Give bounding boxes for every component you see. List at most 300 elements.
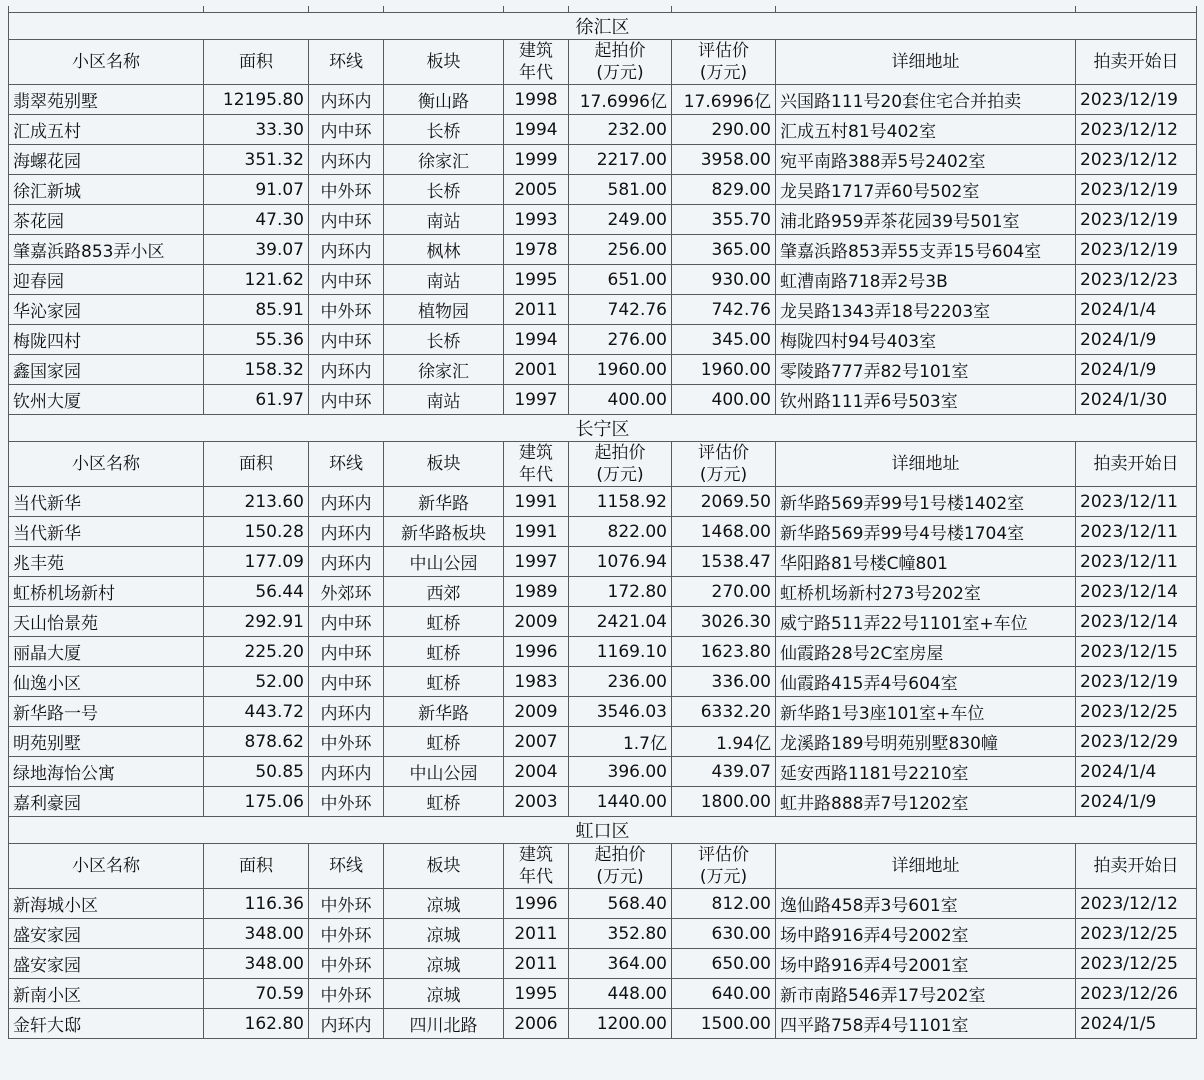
table-header-row xyxy=(9,442,1197,487)
start-price: 448.00 xyxy=(569,979,672,1009)
community-name: 翡翠苑别墅 xyxy=(9,85,204,115)
sector: 中山公园 xyxy=(384,547,504,577)
ring-road: 内中环 xyxy=(309,637,384,667)
ring-road: 内中环 xyxy=(309,325,384,355)
table-row xyxy=(9,697,1197,727)
build-year: 2003 xyxy=(504,787,569,817)
area: 443.72 xyxy=(204,697,309,727)
district-title: 长宁区 xyxy=(9,415,1197,442)
area: 85.91 xyxy=(204,295,309,325)
build-year: 1995 xyxy=(504,265,569,295)
community-name: 茶花园 xyxy=(9,205,204,235)
start-price: 3546.03 xyxy=(569,697,672,727)
auction-date: 2023/12/12 xyxy=(1076,145,1197,175)
auction-date: 2023/12/14 xyxy=(1076,577,1197,607)
community-name: 梅陇四村 xyxy=(9,325,204,355)
start-price: 249.00 xyxy=(569,205,672,235)
ring-road: 内环内 xyxy=(309,757,384,787)
ring-road: 中外环 xyxy=(309,175,384,205)
build-year: 1994 xyxy=(504,325,569,355)
sector: 植物园 xyxy=(384,295,504,325)
header-name: 小区名称 xyxy=(9,40,204,85)
table-row xyxy=(9,517,1197,547)
start-price: 1.7亿 xyxy=(569,727,672,757)
address: 虹桥机场新村273号202室 xyxy=(776,577,1076,607)
appraisal-price: 829.00 xyxy=(672,175,776,205)
header-area: 面积 xyxy=(204,844,309,889)
address: 新华路569弄99号4号楼1704室 xyxy=(776,517,1076,547)
appraisal-price: 930.00 xyxy=(672,265,776,295)
community-name: 当代新华 xyxy=(9,517,204,547)
build-year: 1996 xyxy=(504,889,569,919)
address: 华阳路81号楼C幢801 xyxy=(776,547,1076,577)
header-block: 板块 xyxy=(384,844,504,889)
area: 162.80 xyxy=(204,1009,309,1039)
table-body xyxy=(9,6,1197,1039)
table-header-row xyxy=(9,844,1197,889)
header-auction-date: 拍卖开始日 xyxy=(1076,442,1197,487)
area: 175.06 xyxy=(204,787,309,817)
auction-date: 2023/12/25 xyxy=(1076,949,1197,979)
sector: 长桥 xyxy=(384,325,504,355)
community-name: 徐汇新城 xyxy=(9,175,204,205)
appraisal-price: 640.00 xyxy=(672,979,776,1009)
start-price: 1169.10 xyxy=(569,637,672,667)
build-year: 1994 xyxy=(504,115,569,145)
auction-date: 2023/12/11 xyxy=(1076,547,1197,577)
appraisal-price: 1468.00 xyxy=(672,517,776,547)
community-name: 新海城小区 xyxy=(9,889,204,919)
auction-table xyxy=(8,6,1197,1039)
ring-road: 内中环 xyxy=(309,607,384,637)
address: 新华路1号3座101室+车位 xyxy=(776,697,1076,727)
appraisal-price: 1800.00 xyxy=(672,787,776,817)
ring-road: 中外环 xyxy=(309,949,384,979)
address: 宛平南路388弄5号2402室 xyxy=(776,145,1076,175)
build-year: 1983 xyxy=(504,667,569,697)
address: 新华路569弄99号1号楼1402室 xyxy=(776,487,1076,517)
community-name: 盛安家园 xyxy=(9,949,204,979)
area: 292.91 xyxy=(204,607,309,637)
ring-road: 外郊环 xyxy=(309,577,384,607)
start-price: 1158.92 xyxy=(569,487,672,517)
table-row xyxy=(9,577,1197,607)
start-price: 352.80 xyxy=(569,919,672,949)
auction-date: 2023/12/12 xyxy=(1076,115,1197,145)
community-name: 鑫国家园 xyxy=(9,355,204,385)
header-year: 建筑 年代 xyxy=(504,40,569,85)
sector: 衡山路 xyxy=(384,85,504,115)
sector: 四川北路 xyxy=(384,1009,504,1039)
appraisal-price: 1960.00 xyxy=(672,355,776,385)
start-price: 396.00 xyxy=(569,757,672,787)
address: 四平路758弄4号1101室 xyxy=(776,1009,1076,1039)
ring-road: 内环内 xyxy=(309,235,384,265)
table-row xyxy=(9,487,1197,517)
ring-road: 内环内 xyxy=(309,487,384,517)
header-area: 面积 xyxy=(204,442,309,487)
auction-date: 2024/1/5 xyxy=(1076,1009,1197,1039)
build-year: 2005 xyxy=(504,175,569,205)
sector: 徐家汇 xyxy=(384,355,504,385)
ring-road: 内环内 xyxy=(309,85,384,115)
table-header-row xyxy=(9,40,1197,85)
auction-date: 2023/12/19 xyxy=(1076,175,1197,205)
ring-road: 内环内 xyxy=(309,517,384,547)
table-row xyxy=(9,949,1197,979)
section-title-row xyxy=(9,817,1197,844)
appraisal-price: 742.76 xyxy=(672,295,776,325)
sector: 新华路 xyxy=(384,697,504,727)
ring-road: 中外环 xyxy=(309,295,384,325)
header-auction-date: 拍卖开始日 xyxy=(1076,844,1197,889)
start-price: 276.00 xyxy=(569,325,672,355)
address: 逸仙路458弄3号601室 xyxy=(776,889,1076,919)
table-row xyxy=(9,637,1197,667)
auction-date: 2023/12/19 xyxy=(1076,205,1197,235)
table-row xyxy=(9,919,1197,949)
start-price: 1076.94 xyxy=(569,547,672,577)
build-year: 1978 xyxy=(504,235,569,265)
sector: 南站 xyxy=(384,385,504,415)
community-name: 新南小区 xyxy=(9,979,204,1009)
sector: 虹桥 xyxy=(384,637,504,667)
auction-date: 2024/1/9 xyxy=(1076,787,1197,817)
sector: 虹桥 xyxy=(384,607,504,637)
table-row xyxy=(9,1009,1197,1039)
auction-date: 2023/12/26 xyxy=(1076,979,1197,1009)
community-name: 迎春园 xyxy=(9,265,204,295)
appraisal-price: 355.70 xyxy=(672,205,776,235)
header-start-price: 起拍价 (万元) xyxy=(569,442,672,487)
community-name: 兆丰苑 xyxy=(9,547,204,577)
auction-date: 2024/1/30 xyxy=(1076,385,1197,415)
appraisal-price: 812.00 xyxy=(672,889,776,919)
appraisal-price: 270.00 xyxy=(672,577,776,607)
start-price: 256.00 xyxy=(569,235,672,265)
area: 348.00 xyxy=(204,949,309,979)
auction-date: 2023/12/19 xyxy=(1076,85,1197,115)
table-row xyxy=(9,727,1197,757)
auction-date: 2024/1/9 xyxy=(1076,325,1197,355)
community-name: 绿地海怡公寓 xyxy=(9,757,204,787)
build-year: 2011 xyxy=(504,949,569,979)
auction-date: 2023/12/12 xyxy=(1076,889,1197,919)
build-year: 2009 xyxy=(504,607,569,637)
sector: 凉城 xyxy=(384,889,504,919)
build-year: 1993 xyxy=(504,205,569,235)
appraisal-price: 290.00 xyxy=(672,115,776,145)
appraisal-price: 650.00 xyxy=(672,949,776,979)
area: 91.07 xyxy=(204,175,309,205)
sector: 中山公园 xyxy=(384,757,504,787)
start-price: 1440.00 xyxy=(569,787,672,817)
ring-road: 内中环 xyxy=(309,115,384,145)
appraisal-price: 365.00 xyxy=(672,235,776,265)
address: 浦北路959弄茶花园39号501室 xyxy=(776,205,1076,235)
appraisal-price: 345.00 xyxy=(672,325,776,355)
header-ring: 环线 xyxy=(309,442,384,487)
ring-road: 内环内 xyxy=(309,547,384,577)
area: 39.07 xyxy=(204,235,309,265)
address: 威宁路511弄22号1101室+车位 xyxy=(776,607,1076,637)
area: 47.30 xyxy=(204,205,309,235)
sector: 虹桥 xyxy=(384,667,504,697)
header-appraisal: 评估价 (万元) xyxy=(672,40,776,85)
ring-road: 中外环 xyxy=(309,787,384,817)
appraisal-price: 2069.50 xyxy=(672,487,776,517)
area: 878.62 xyxy=(204,727,309,757)
ring-road: 内中环 xyxy=(309,385,384,415)
table-row xyxy=(9,145,1197,175)
header-start-price: 起拍价 (万元) xyxy=(569,844,672,889)
auction-date: 2024/1/4 xyxy=(1076,295,1197,325)
ring-road: 中外环 xyxy=(309,727,384,757)
header-address: 详细地址 xyxy=(776,844,1076,889)
appraisal-price: 439.07 xyxy=(672,757,776,787)
sector: 凉城 xyxy=(384,979,504,1009)
community-name: 华沁家园 xyxy=(9,295,204,325)
ring-road: 中外环 xyxy=(309,979,384,1009)
address: 新市南路546弄17号202室 xyxy=(776,979,1076,1009)
sector: 长桥 xyxy=(384,175,504,205)
ring-road: 中外环 xyxy=(309,919,384,949)
header-address: 详细地址 xyxy=(776,442,1076,487)
start-price: 172.80 xyxy=(569,577,672,607)
area: 158.32 xyxy=(204,355,309,385)
build-year: 1991 xyxy=(504,487,569,517)
start-price: 2217.00 xyxy=(569,145,672,175)
area: 70.59 xyxy=(204,979,309,1009)
auction-date: 2023/12/23 xyxy=(1076,265,1197,295)
appraisal-price: 400.00 xyxy=(672,385,776,415)
community-name: 海螺花园 xyxy=(9,145,204,175)
start-price: 1200.00 xyxy=(569,1009,672,1039)
area: 150.28 xyxy=(204,517,309,547)
community-name: 明苑别墅 xyxy=(9,727,204,757)
build-year: 2009 xyxy=(504,697,569,727)
auction-date: 2023/12/15 xyxy=(1076,637,1197,667)
sector: 南站 xyxy=(384,265,504,295)
address: 虹井路888弄7号1202室 xyxy=(776,787,1076,817)
area: 351.32 xyxy=(204,145,309,175)
sector: 徐家汇 xyxy=(384,145,504,175)
start-price: 742.76 xyxy=(569,295,672,325)
community-name: 仙逸小区 xyxy=(9,667,204,697)
start-price: 2421.04 xyxy=(569,607,672,637)
area: 12195.80 xyxy=(204,85,309,115)
table-row xyxy=(9,265,1197,295)
community-name: 肇嘉浜路853弄小区 xyxy=(9,235,204,265)
table-row xyxy=(9,757,1197,787)
address: 仙霞路415弄4号604室 xyxy=(776,667,1076,697)
sector: 新华路板块 xyxy=(384,517,504,547)
build-year: 2001 xyxy=(504,355,569,385)
start-price: 236.00 xyxy=(569,667,672,697)
community-name: 汇成五村 xyxy=(9,115,204,145)
table-row xyxy=(9,979,1197,1009)
community-name: 嘉利豪园 xyxy=(9,787,204,817)
build-year: 1998 xyxy=(504,85,569,115)
area: 348.00 xyxy=(204,919,309,949)
auction-date: 2023/12/25 xyxy=(1076,919,1197,949)
address: 零陵路777弄82号101室 xyxy=(776,355,1076,385)
district-title: 徐汇区 xyxy=(9,13,1197,40)
address: 兴国路111号20套住宅合并拍卖 xyxy=(776,85,1076,115)
build-year: 1997 xyxy=(504,385,569,415)
start-price: 232.00 xyxy=(569,115,672,145)
section-title-row xyxy=(9,13,1197,40)
ring-road: 内中环 xyxy=(309,667,384,697)
area: 50.85 xyxy=(204,757,309,787)
start-price: 400.00 xyxy=(569,385,672,415)
header-block: 板块 xyxy=(384,40,504,85)
address: 钦州路111弄6号503室 xyxy=(776,385,1076,415)
appraisal-price: 17.6996亿 xyxy=(672,85,776,115)
table-row xyxy=(9,115,1197,145)
header-appraisal: 评估价 (万元) xyxy=(672,442,776,487)
address: 龙溪路189号明苑别墅830幢 xyxy=(776,727,1076,757)
area: 116.36 xyxy=(204,889,309,919)
address: 延安西路1181号2210室 xyxy=(776,757,1076,787)
address: 梅陇四村94号403室 xyxy=(776,325,1076,355)
address: 场中路916弄4号2002室 xyxy=(776,919,1076,949)
auction-date: 2024/1/4 xyxy=(1076,757,1197,787)
start-price: 581.00 xyxy=(569,175,672,205)
appraisal-price: 1538.47 xyxy=(672,547,776,577)
auction-date: 2024/1/9 xyxy=(1076,355,1197,385)
header-area: 面积 xyxy=(204,40,309,85)
build-year: 2006 xyxy=(504,1009,569,1039)
build-year: 2004 xyxy=(504,757,569,787)
table-row xyxy=(9,295,1197,325)
auction-date: 2023/12/19 xyxy=(1076,667,1197,697)
address: 仙霞路28号2C室房屋 xyxy=(776,637,1076,667)
auction-date: 2023/12/19 xyxy=(1076,235,1197,265)
area: 177.09 xyxy=(204,547,309,577)
table-row xyxy=(9,235,1197,265)
header-name: 小区名称 xyxy=(9,844,204,889)
build-year: 2007 xyxy=(504,727,569,757)
community-name: 盛安家园 xyxy=(9,919,204,949)
header-auction-date: 拍卖开始日 xyxy=(1076,40,1197,85)
sector: 西郊 xyxy=(384,577,504,607)
sector: 枫林 xyxy=(384,235,504,265)
community-name: 丽晶大厦 xyxy=(9,637,204,667)
build-year: 1996 xyxy=(504,637,569,667)
build-year: 1991 xyxy=(504,517,569,547)
build-year: 1995 xyxy=(504,979,569,1009)
table-row xyxy=(9,889,1197,919)
area: 213.60 xyxy=(204,487,309,517)
auction-date: 2023/12/11 xyxy=(1076,517,1197,547)
appraisal-price: 1500.00 xyxy=(672,1009,776,1039)
build-year: 1999 xyxy=(504,145,569,175)
table-row xyxy=(9,205,1197,235)
table-row xyxy=(9,607,1197,637)
start-price: 651.00 xyxy=(569,265,672,295)
header-address: 详细地址 xyxy=(776,40,1076,85)
sector: 虹桥 xyxy=(384,727,504,757)
community-name: 虹桥机场新村 xyxy=(9,577,204,607)
sector: 长桥 xyxy=(384,115,504,145)
auction-date: 2023/12/25 xyxy=(1076,697,1197,727)
community-name: 新华路一号 xyxy=(9,697,204,727)
ring-road: 内环内 xyxy=(309,355,384,385)
header-block: 板块 xyxy=(384,442,504,487)
district-title: 虹口区 xyxy=(9,817,1197,844)
header-ring: 环线 xyxy=(309,844,384,889)
ring-road: 内环内 xyxy=(309,145,384,175)
area: 61.97 xyxy=(204,385,309,415)
community-name: 钦州大厦 xyxy=(9,385,204,415)
ring-road: 内环内 xyxy=(309,697,384,727)
header-name: 小区名称 xyxy=(9,442,204,487)
ring-road: 内环内 xyxy=(309,1009,384,1039)
address: 虹漕南路718弄2号3B xyxy=(776,265,1076,295)
address: 龙吴路1717弄60号502室 xyxy=(776,175,1076,205)
area: 225.20 xyxy=(204,637,309,667)
section-title-row xyxy=(9,415,1197,442)
ring-road: 中外环 xyxy=(309,889,384,919)
auction-date: 2023/12/11 xyxy=(1076,487,1197,517)
build-year: 1989 xyxy=(504,577,569,607)
start-price: 1960.00 xyxy=(569,355,672,385)
appraisal-price: 336.00 xyxy=(672,667,776,697)
table-row xyxy=(9,355,1197,385)
header-appraisal: 评估价 (万元) xyxy=(672,844,776,889)
table-row xyxy=(9,787,1197,817)
address: 肇嘉浜路853弄55支弄15号604室 xyxy=(776,235,1076,265)
sector: 虹桥 xyxy=(384,787,504,817)
header-ring: 环线 xyxy=(309,40,384,85)
area: 55.36 xyxy=(204,325,309,355)
table-row xyxy=(9,385,1197,415)
table-row xyxy=(9,85,1197,115)
sector: 新华路 xyxy=(384,487,504,517)
build-year: 2011 xyxy=(504,919,569,949)
community-name: 天山怡景苑 xyxy=(9,607,204,637)
start-price: 822.00 xyxy=(569,517,672,547)
appraisal-price: 1623.80 xyxy=(672,637,776,667)
ring-road: 内中环 xyxy=(309,265,384,295)
table-row xyxy=(9,325,1197,355)
community-name: 金轩大邸 xyxy=(9,1009,204,1039)
appraisal-price: 3026.30 xyxy=(672,607,776,637)
auction-date: 2023/12/29 xyxy=(1076,727,1197,757)
ring-road: 内中环 xyxy=(309,205,384,235)
address: 汇成五村81号402室 xyxy=(776,115,1076,145)
header-start-price: 起拍价 (万元) xyxy=(569,40,672,85)
start-price: 17.6996亿 xyxy=(569,85,672,115)
address: 龙吴路1343弄18号2203室 xyxy=(776,295,1076,325)
start-price: 568.40 xyxy=(569,889,672,919)
table-row xyxy=(9,175,1197,205)
area: 33.30 xyxy=(204,115,309,145)
appraisal-price: 6332.20 xyxy=(672,697,776,727)
build-year: 2011 xyxy=(504,295,569,325)
sector: 凉城 xyxy=(384,919,504,949)
appraisal-price: 1.94亿 xyxy=(672,727,776,757)
sector: 南站 xyxy=(384,205,504,235)
area: 52.00 xyxy=(204,667,309,697)
sector: 凉城 xyxy=(384,949,504,979)
area: 121.62 xyxy=(204,265,309,295)
community-name: 当代新华 xyxy=(9,487,204,517)
auction-date: 2023/12/14 xyxy=(1076,607,1197,637)
table-row xyxy=(9,547,1197,577)
area: 56.44 xyxy=(204,577,309,607)
